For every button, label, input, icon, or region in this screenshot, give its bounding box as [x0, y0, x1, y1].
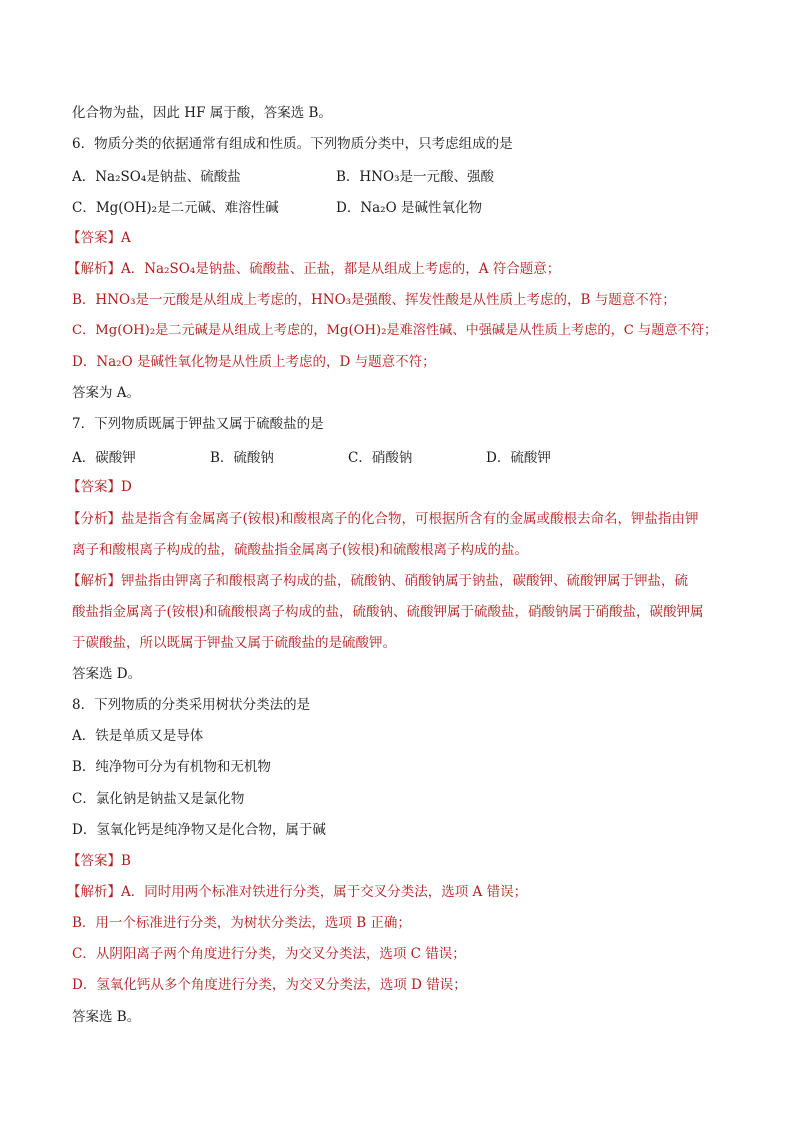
explanation-text: A．同时用两个标准对铁进行分类，属于交叉分类法，选项 A 错误；	[121, 884, 528, 900]
explanation-tag: 【解析】	[67, 261, 121, 277]
q8-answer	[67, 851, 131, 871]
q7-answer	[67, 477, 132, 497]
q6-explanation-line: B．HNO₃是一元酸是从组成上考虑的，HNO₃是强酸、挥发性酸是从性质上考虑的，B 与题意不符；	[72, 292, 676, 308]
q8-explanation-line: D．氢氧化钙从多个角度进行分类，为交叉分类法，选项 D 错误；	[72, 977, 467, 993]
q7-option-d: D．硫酸钾	[486, 450, 551, 466]
q8-explanation-line	[67, 882, 527, 902]
answer-tag: 【答案】	[67, 479, 121, 495]
q7-explanation-line: 酸盐指金属离子(铵根)和硫酸根离子构成的盐，硫酸钠、硫酸钾属于硫酸盐，硝酸钠属于硝酸盐，碳酸钾属	[72, 604, 704, 620]
question-6: 6．物质分类的依据通常有组成和性质。下列物质分类中，只考虑组成的是	[72, 136, 513, 152]
q6-explanation-line: C．Mg(OH)₂是二元碱是从组成上考虑的，Mg(OH)₂是难溶性碱、中强碱是从性质上考虑的，C 与题意不符；	[72, 323, 718, 338]
q7-final-answer: 答案选 D。	[72, 666, 142, 682]
analysis-tag: 【分析】	[67, 511, 121, 527]
q7-option-a: A．碳酸钾	[72, 450, 136, 466]
explanation-text: A．Na₂SO₄是钠盐、硫酸盐、正盐，都是从组成上考虑的，A 符合题意；	[121, 261, 561, 277]
q6-option-c: C．Mg(OH)₂是二元碱、难溶性碱	[72, 200, 279, 216]
q7-analysis-line: 离子和酸根离子构成的盐，硫酸盐指金属离子(铵根)和硫酸根离子构成的盐。	[72, 542, 529, 558]
q6-option-b: B．HNO₃是一元酸、强酸	[336, 169, 494, 185]
answer-value: A	[121, 230, 131, 246]
q6-explanation-line: D．Na₂O 是碱性氧化物是从性质上考虑的，D 与题意不符；	[72, 354, 436, 370]
q6-option-a: A．Na₂SO₄是钠盐、硫酸盐	[72, 169, 241, 185]
answer-tag: 【答案】	[67, 230, 121, 246]
explanation-tag: 【解析】	[67, 884, 121, 900]
q7-option-c: C．硝酸钠	[348, 450, 413, 466]
q7-analysis-line	[67, 509, 699, 529]
q8-option-a: A．铁是单质又是导体	[72, 728, 204, 744]
answer-value: B	[121, 853, 131, 869]
q8-option-b: B．纯净物可分为有机物和无机物	[72, 759, 271, 775]
text-line: 化合物为盐，因此 HF 属于酸，答案选 B。	[72, 105, 332, 121]
q6-option-d: D．Na₂O 是碱性氧化物	[336, 200, 482, 216]
question-7: 7．下列物质既属于钾盐又属于硫酸盐的是	[72, 416, 324, 432]
q7-explanation-line: 于碳酸盐，所以既属于钾盐又属于硫酸盐的是硫酸钾。	[72, 635, 396, 651]
answer-value: D	[121, 479, 132, 495]
q6-explanation-line	[67, 259, 560, 279]
q6-final-answer: 答案为 A。	[72, 385, 141, 401]
q7-option-b: B．硫酸钠	[210, 450, 274, 466]
analysis-text: 盐是指含有金属离子(铵根)和酸根离子的化合物，可根据所含有的金属或酸根去命名，钾盐指由钾	[121, 511, 699, 527]
q8-option-c: C．氯化钠是钠盐又是氯化物	[72, 791, 245, 807]
explanation-tag: 【解析】	[67, 573, 121, 589]
q8-option-d: D．氢氧化钙是纯净物又是化合物，属于碱	[72, 822, 326, 838]
q8-final-answer: 答案选 B。	[72, 1009, 141, 1025]
q6-answer	[67, 228, 131, 248]
explanation-text: 钾盐指由钾离子和酸根离子构成的盐，硫酸钠、硝酸钠属于钠盐，碳酸钾、硫酸钾属于钾盐，硫	[121, 573, 688, 589]
q8-explanation-line: C．从阴阳离子两个角度进行分类，为交叉分类法，选项 C 错误；	[72, 946, 466, 962]
answer-tag: 【答案】	[67, 853, 121, 869]
q7-explanation-line	[67, 571, 688, 591]
question-8: 8．下列物质的分类采用树状分类法的是	[72, 697, 311, 713]
q8-explanation-line: B．用一个标准进行分类，为树状分类法，选项 B 正确；	[72, 915, 411, 931]
